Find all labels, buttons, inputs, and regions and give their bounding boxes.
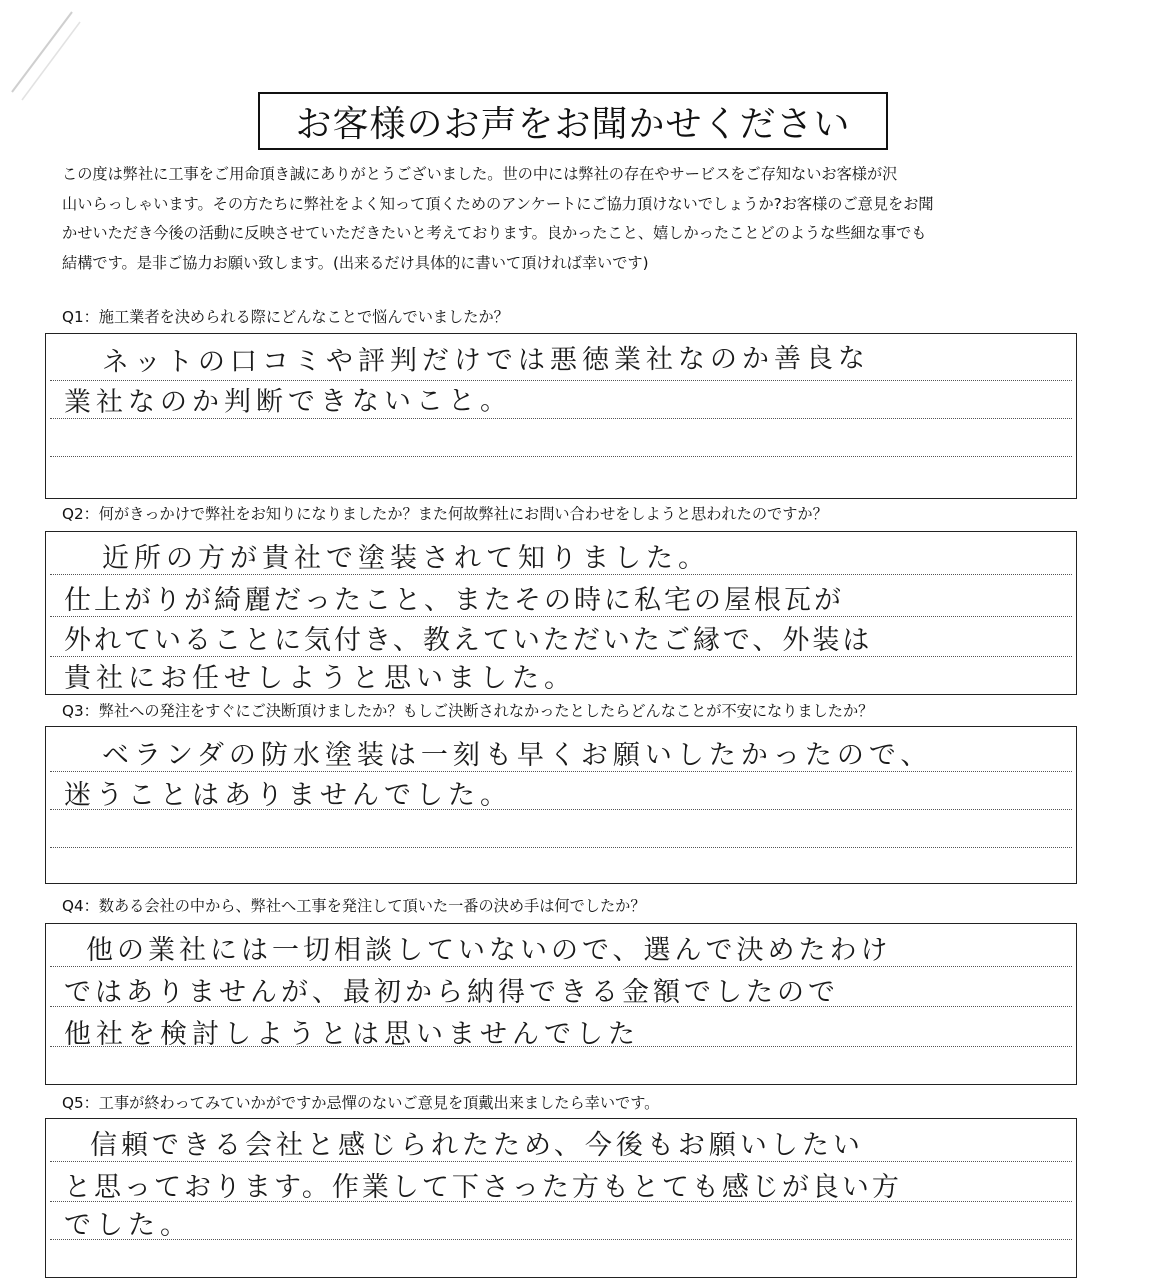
- handwritten-answer-line: と思っております。作業して下さった方もとても感じが良い方: [64, 1172, 902, 1203]
- answer-5-box: [45, 1118, 1077, 1278]
- ruled-line: [50, 847, 1072, 848]
- handwritten-answer-line: 仕上がりが綺麗だったこと、またその時に私宅の屋根瓦が: [64, 585, 844, 616]
- ruled-line: [50, 1239, 1072, 1240]
- question-2-label: Q2：何がきっかけで弊社をお知りになりましたか？また何故弊社にお問い合わせをしようと思われたのですか？: [62, 505, 828, 523]
- question-1-label: Q1：施工業者を決められる際にどんなことで悩んでいましたか？: [62, 308, 509, 326]
- handwritten-answer-line: 他社を検討しようとは思いませんでした: [64, 1019, 640, 1050]
- handwritten-answer-line: 近所の方が貴社で塗装されて知りました。: [102, 543, 710, 574]
- handwritten-answer-line: 迷うことはありませんでした。: [64, 780, 512, 811]
- answer-1-box: [45, 333, 1077, 499]
- intro-line: この度は弊社に工事をご用命頂き誠にありがとうございました。世の中には弊社の存在やサービスをご存知ないお客様が沢: [62, 165, 898, 183]
- question-5-label: Q5：工事が終わってみていかがですか忌憚のないご意見を頂戴出来ましたら幸いです。: [62, 1094, 660, 1112]
- handwritten-answer-line: ベランダの防水塗装は一刻も早くお願いしたかったので、: [102, 740, 933, 771]
- answer-3-box: [45, 726, 1077, 884]
- handwritten-answer-line: 外れていることに気付き、教えていただいたご縁で、外装は: [64, 625, 873, 656]
- handwritten-answer-line: でした。: [64, 1210, 192, 1241]
- handwritten-answer-line: ではありませんが、最初から納得できる金額でしたので: [64, 977, 839, 1008]
- survey-title: [258, 92, 888, 150]
- handwritten-answer-line: 業社なのか判断できないこと。: [63, 385, 512, 418]
- answer-4-box: [45, 923, 1077, 1085]
- handwritten-answer-line: 他の業社には一切相談していないので、選んで決めたわけ: [86, 935, 892, 966]
- intro-line: 結構です。是非ご協力お願い致します。(出来るだけ具体的に書いて頂ければ幸いです): [62, 253, 649, 272]
- intro-line: かせいただき今後の活動に反映させていただきたいと考えております。良かったこと、嬉しかったことどのような些細な事でも: [62, 224, 927, 242]
- survey-title-text: お客様のお声をお聞かせください: [295, 103, 851, 145]
- handwritten-answer-line: 信頼できる会社と感じられたため、今後もお願いしたい: [90, 1130, 864, 1161]
- answer-2-box: [45, 531, 1077, 695]
- intro-line: 山いらっしゃいます。その方たちに弊社をよく知って頂くためのアンケートにご協力頂けないでしょうか?お客様のご意見をお聞: [62, 194, 934, 213]
- handwritten-answer-line: ネットの口コミや評判だけでは悪徳業社なのか善良な: [101, 342, 870, 378]
- question-3-label: Q3：弊社への発注をすぐにご決断頂けましたか？もしご決断されなかったとしたらどんなことが不安になりましたか？: [62, 702, 874, 720]
- intro-paragraph: [62, 160, 1102, 278]
- question-4-label: Q4：数ある会社の中から、弊社へ工事を発注して頂いた一番の決め手は何でしたか？: [62, 897, 646, 915]
- corner-fold-mark: [0, 0, 90, 110]
- ruled-line: [50, 456, 1072, 457]
- handwritten-answer-line: 貴社にお任せしようと思いました。: [64, 663, 576, 694]
